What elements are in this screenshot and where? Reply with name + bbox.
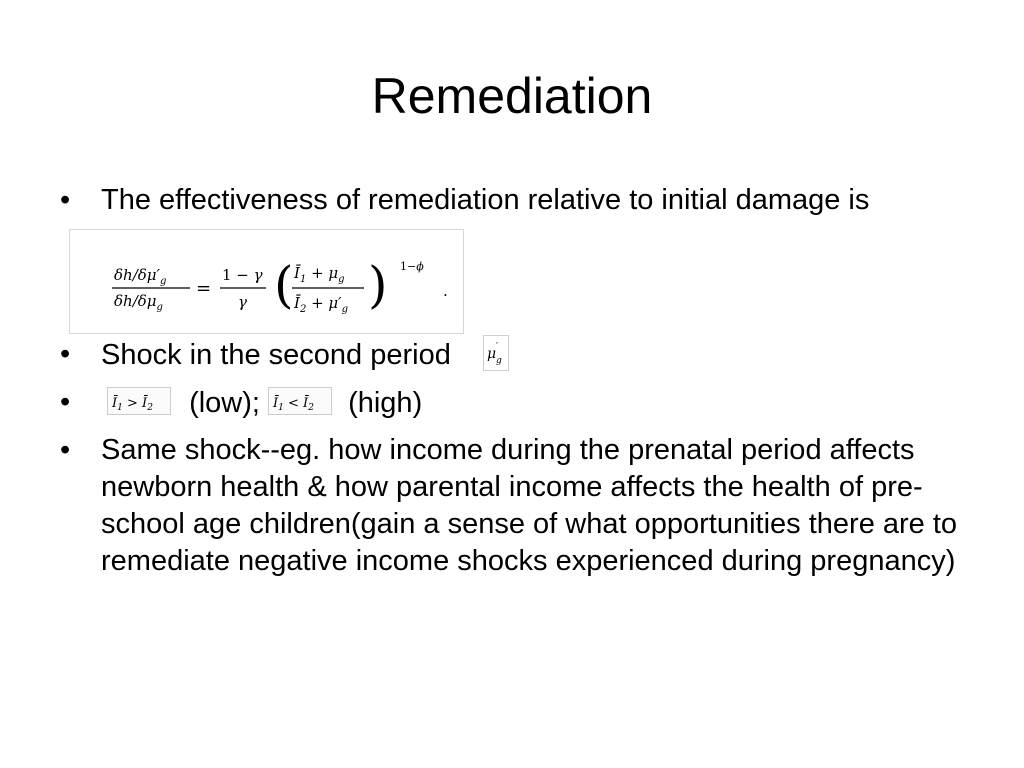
eq-equals: = xyxy=(196,278,212,299)
bullet-glyph: • xyxy=(60,385,71,418)
eq-rhs-denominator: γ xyxy=(238,293,247,311)
bullet-glyph: • xyxy=(60,433,71,466)
bullet-glyph: • xyxy=(60,184,71,216)
slide-title: Remediation xyxy=(371,68,653,124)
high-label: (high) xyxy=(348,386,423,419)
eq-right-paren: ) xyxy=(368,256,388,314)
low-label: (low); xyxy=(189,386,260,419)
bullet-text: Shock in the second period xyxy=(101,338,451,371)
eq-left-paren: ( xyxy=(274,256,294,314)
inequality-low-image xyxy=(107,387,171,415)
equation-svg xyxy=(70,230,463,333)
svg-text:μ: μ xyxy=(486,346,497,363)
eq-period: . xyxy=(443,282,448,300)
bullet-text: Same shock--eg. how income during the prenatal period affects newborn health & how parental income affects the health of pre-school age children(gain a sense of what opportunities there are to remediate negative income shocks experienced during pregnancy) xyxy=(101,433,958,577)
svg-text:Ī1 > Ī2: $Ī_1$ > $Ī_2$ xyxy=(112,396,153,414)
bullet-item-low-high xyxy=(60,384,980,422)
eq-exponent: 1−ϕ xyxy=(400,260,424,273)
bullet-glyph: • xyxy=(60,338,71,370)
equation-image xyxy=(69,229,464,334)
bullet-item-same-shock xyxy=(60,432,980,580)
eq-paren-denominator: $Ī_2 + \mu'_g$ xyxy=(294,294,348,315)
eq-lhs-denominator: $\delta h/\delta\mu_g$ xyxy=(114,292,163,313)
inequality-high-image xyxy=(268,387,332,415)
svg-text:g: g xyxy=(495,356,502,367)
bullet-item-effectiveness xyxy=(60,182,980,219)
svg-text:′: ′ xyxy=(495,342,498,353)
svg-text:Ī1 < Ī2: $Ī_1$ < $Ī_2$ xyxy=(273,396,314,414)
eq-rhs-numerator: 1 − γ xyxy=(222,266,263,284)
bullet-item-shock xyxy=(60,336,980,374)
eq-paren-numerator: $Ī_1 + \mu_g$ xyxy=(294,264,345,285)
bullet-text: The effectiveness of remediation relative to initial damage is xyxy=(101,184,870,216)
bullet-list xyxy=(60,182,980,590)
eq-lhs-numerator: $\delta h/\delta\mu'_g$ xyxy=(114,266,167,287)
mu-prime-g-image xyxy=(483,335,509,371)
